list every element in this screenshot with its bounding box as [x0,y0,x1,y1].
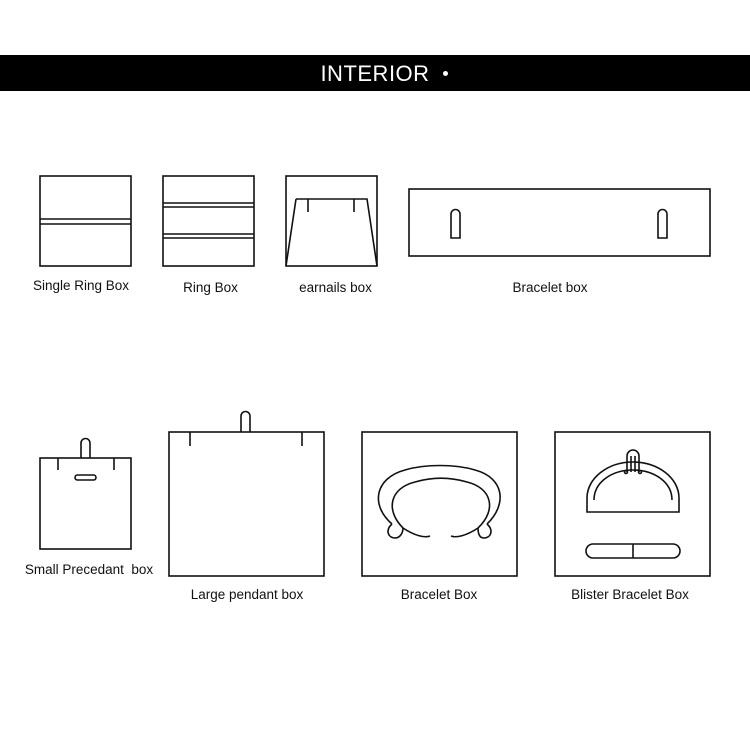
single-ring-box-icon [40,176,131,266]
bracelet-box-icon [409,189,710,256]
page-title: INTERIOR [320,61,430,86]
ring-box-icon [163,176,254,266]
label-large-pendant-box: Large pendant box [190,587,304,602]
label-single-ring-box: Single Ring Box [32,278,130,293]
bracelet-cuff-box-icon [362,432,517,576]
label-bracelet-box: Bracelet box [512,280,588,295]
label-earnails-box: earnails box [299,280,372,295]
label-small-pendant-box: Small Precedant box [24,562,154,577]
small-pendant-box-icon [40,439,131,550]
large-pendant-box-icon [169,412,324,577]
label-ring-box: Ring Box [183,280,238,295]
label-blister-bracelet-box: Blister Bracelet Box [571,587,689,602]
earnails-box-icon [286,176,377,266]
blister-bracelet-box-icon [555,432,710,576]
label-bracelet-cuff-box: Bracelet Box [400,587,478,602]
